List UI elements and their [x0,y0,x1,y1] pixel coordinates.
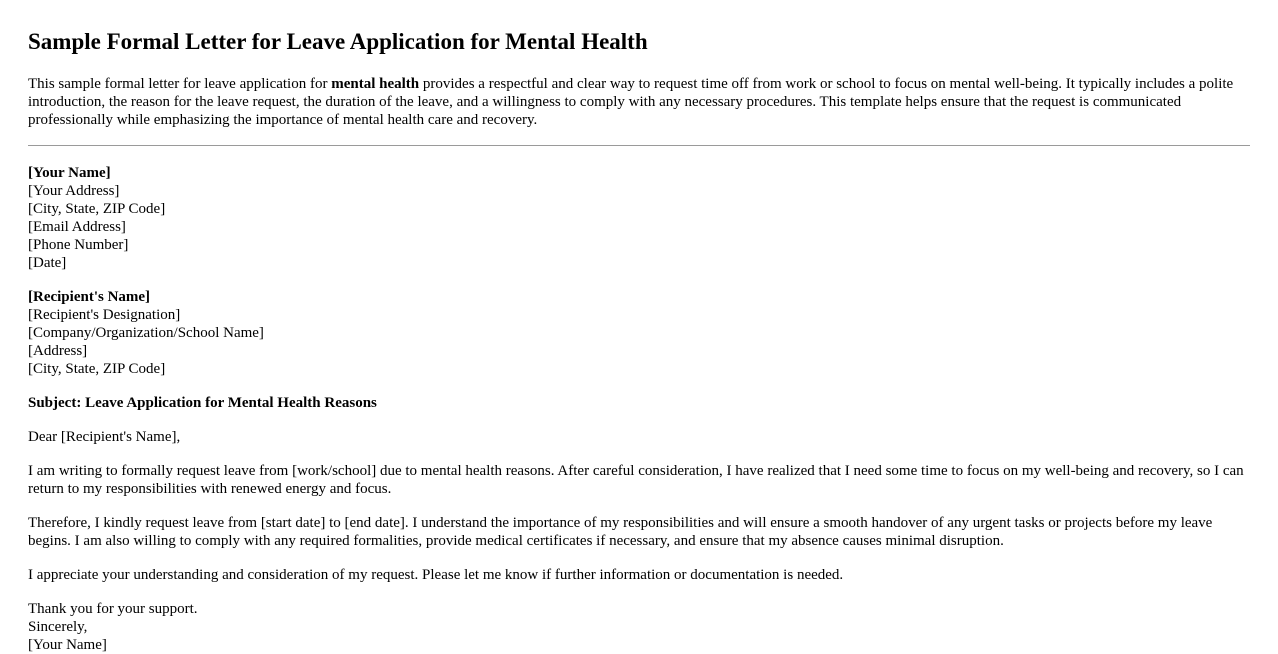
letter-salutation: Dear [Recipient's Name], [28,429,181,445]
closing-block [28,600,1250,654]
closing-thanks: Thank you for your support. [28,601,198,617]
sender-date: [Date] [28,255,67,271]
letter-subject: Subject: Leave Application for Mental Health Reasons [28,395,377,411]
body-paragraph-3: I appreciate your understanding and consideration of my request. Please let me know if further information or documentation is needed. [28,567,844,583]
intro-bold-text: mental health [331,76,420,92]
intro-text-end: provides a respectful and clear way to request time off from work or school to focus on mental well-being. It typically includes a polite introduction, the reason for the leave request, the duration of the leave, and a willingness to comply with any necessary procedures. This template helps ensure that the request is communicated professionally while emphasizing the importance of mental health care and recovery. [28,76,1234,128]
body-paragraph-1: I am writing to formally request leave from [work/school] due to mental health reasons. After careful consideration, I have realized that I need some time to focus on my well-being and recovery, so I can return to my responsibilities with renewed energy and focus. [28,463,1244,497]
closing-name: [Your Name] [28,637,107,653]
sender-phone: [Phone Number] [28,237,129,253]
body-paragraph-2: Therefore, I kindly request leave from [start date] to [end date]. I understand the importance of my responsibilities and will ensure a smooth handover of any urgent tasks or projects before my leave begins. I am also willing to comply with any required formalities, provide medical certificates if necessary, and ensure that my absence causes minimal disruption. [28,515,1213,549]
recipient-name: [Recipient's Name] [28,289,151,305]
recipient-organization: [Company/Organization/School Name] [28,325,264,341]
page-title: Sample Formal Letter for Leave Application for Mental Health [28,29,648,54]
intro-paragraph [28,75,1250,129]
sender-name: [Your Name] [28,165,111,181]
recipient-city: [City, State, ZIP Code] [28,361,166,377]
recipient-block [28,288,1250,378]
sender-block [28,164,1250,272]
sender-email: [Email Address] [28,219,126,235]
recipient-address: [Address] [28,343,88,359]
section-divider [28,145,1250,146]
intro-text-start: This sample formal letter for leave application for [28,76,332,92]
sender-address: [Your Address] [28,183,120,199]
closing-signoff: Sincerely, [28,619,88,635]
sender-city: [City, State, ZIP Code] [28,201,166,217]
recipient-designation: [Recipient's Designation] [28,307,181,323]
